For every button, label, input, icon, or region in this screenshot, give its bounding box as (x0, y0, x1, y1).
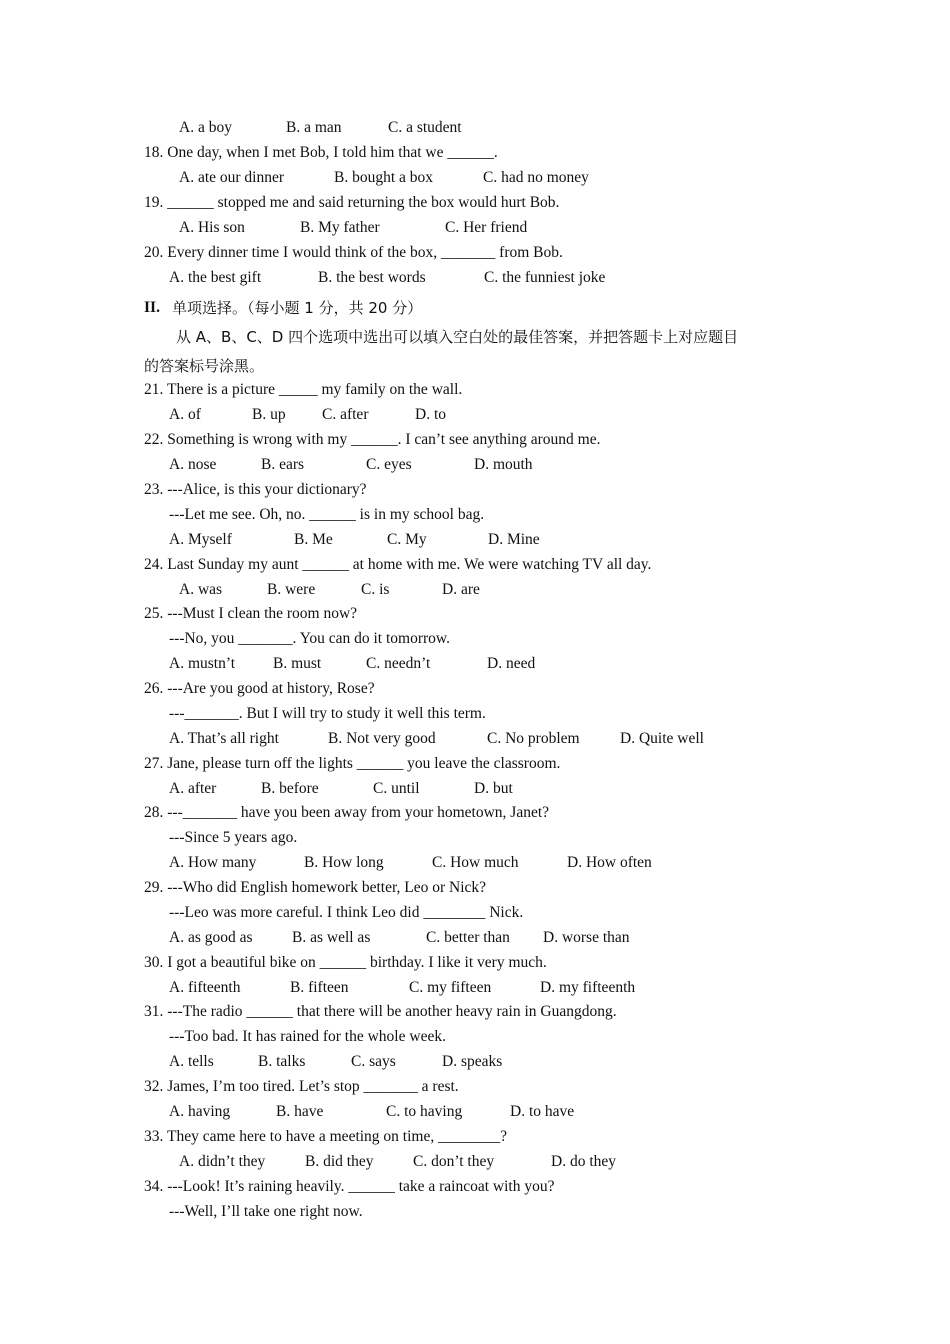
q26-option-d: D. Quite well (620, 730, 704, 747)
q17-option-a: A. a boy (179, 119, 232, 136)
q28-option-c: C. How much (432, 854, 519, 871)
q25-stem: 25. ---Must I clean the room now? (144, 605, 358, 622)
section-instruction-line2: 的答案标号涂黑。 (144, 357, 265, 375)
q19-option-c: C. Her friend (445, 219, 528, 236)
q27-stem: 27. Jane, please turn off the lights ______ you leave the classroom. (144, 755, 561, 772)
q26-option-a: A. That’s all right (169, 730, 279, 747)
q17-option-c: C. a student (388, 119, 462, 136)
q32-stem: 32. James, I’m too tired. Let’s stop _______ a rest. (144, 1078, 459, 1095)
q18-stem: 18. One day, when I met Bob, I told him that we ______. (144, 144, 498, 161)
q23-option-d: D. Mine (488, 531, 540, 548)
q23-stem: 23. ---Alice, is this your dictionary? (144, 481, 367, 498)
q21-option-b: B. up (252, 406, 286, 423)
q31-stem: 31. ---The radio ______ that there will be another heavy rain in Guangdong. (144, 1003, 617, 1020)
q26-option-c: C. No problem (487, 730, 580, 747)
q22-option-b: B. ears (261, 456, 305, 473)
q23-option-a: A. Myself (169, 531, 232, 548)
q21-option-a: A. of (169, 406, 201, 423)
q33-stem: 33. They came here to have a meeting on time, ________? (144, 1128, 507, 1145)
q22-option-c: C. eyes (366, 456, 412, 473)
section-number: II. (144, 299, 160, 316)
q27-option-b: B. before (261, 780, 319, 797)
q30-option-a: A. fifteenth (169, 979, 241, 996)
q19-option-a: A. His son (179, 219, 245, 236)
q29-response: ---Leo was more careful. I think Leo did ________ Nick. (169, 904, 524, 921)
q20-option-c: C. the funniest joke (484, 269, 606, 286)
q30-stem: 30. I got a beautiful bike on ______ birthday. I like it very much. (144, 954, 547, 971)
q33-option-b: B. did they (305, 1153, 374, 1170)
section-heading: 单项选择。（每小题 1 分，共 20 分） (172, 299, 423, 317)
q25-response: ---No, you _______. You can do it tomorrow. (169, 630, 450, 647)
q31-option-d: D. speaks (442, 1053, 503, 1070)
q29-option-a: A. as good as (169, 929, 253, 946)
q34-response: ---Well, I’ll take one right now. (169, 1203, 363, 1220)
q22-option-a: A. nose (169, 456, 217, 473)
q28-option-d: D. How often (567, 854, 652, 871)
q32-option-b: B. have (276, 1103, 324, 1120)
q24-option-c: C. is (361, 581, 390, 598)
q34-stem: 34. ---Look! It’s raining heavily. ______ take a raincoat with you? (144, 1178, 555, 1195)
q19-stem: 19. ______ stopped me and said returning the box would hurt Bob. (144, 194, 560, 211)
q28-stem: 28. ---_______ have you been away from your hometown, Janet? (144, 804, 550, 821)
q23-option-c: C. My (387, 531, 427, 548)
q24-option-a: A. was (179, 581, 223, 598)
q18-option-b: B. bought a box (334, 169, 434, 186)
q25-option-d: D. need (487, 655, 536, 672)
q31-option-a: A. tells (169, 1053, 214, 1070)
q23-option-b: B. Me (294, 531, 333, 548)
q31-option-c: C. says (351, 1053, 396, 1070)
q28-response: ---Since 5 years ago. (169, 829, 298, 846)
q24-option-d: D. are (442, 581, 480, 598)
q29-option-b: B. as well as (292, 929, 371, 946)
q29-option-d: D. worse than (543, 929, 630, 946)
q26-response: ---_______. But I will try to study it well this term. (169, 705, 486, 722)
q29-stem: 29. ---Who did English homework better, Leo or Nick? (144, 879, 487, 896)
q20-stem: 20. Every dinner time I would think of the box, _______ from Bob. (144, 244, 563, 261)
q27-option-c: C. until (373, 780, 420, 797)
q25-option-c: C. needn’t (366, 655, 431, 672)
q17-option-b: B. a man (286, 119, 342, 136)
q33-option-c: C. don’t they (413, 1153, 495, 1170)
q20-option-b: B. the best words (318, 269, 426, 286)
q33-option-d: D. do they (551, 1153, 617, 1170)
q28-option-a: A. How many (169, 854, 257, 871)
q19-option-b: B. My father (300, 219, 380, 236)
q28-option-b: B. How long (304, 854, 384, 871)
q21-option-c: C. after (322, 406, 369, 423)
q20-option-a: A. the best gift (169, 269, 262, 286)
q18-option-a: A. ate our dinner (179, 169, 285, 186)
q32-option-a: A. having (169, 1103, 231, 1120)
q24-stem: 24. Last Sunday my aunt ______ at home with me. We were watching TV all day. (144, 556, 652, 573)
q18-option-c: C. had no money (483, 169, 589, 186)
q21-option-d: D. to (415, 406, 446, 423)
q30-option-c: C. my fifteen (409, 979, 492, 996)
q25-option-b: B. must (273, 655, 322, 672)
q31-option-b: B. talks (258, 1053, 306, 1070)
q25-option-a: A. mustn’t (169, 655, 236, 672)
q21-stem: 21. There is a picture _____ my family on the wall. (144, 381, 463, 398)
q23-response: ---Let me see. Oh, no. ______ is in my school bag. (169, 506, 485, 523)
q26-option-b: B. Not very good (328, 730, 436, 747)
q32-option-c: C. to having (386, 1103, 463, 1120)
q27-option-d: D. but (474, 780, 513, 797)
q22-stem: 22. Something is wrong with my ______. I can’t see anything around me. (144, 431, 601, 448)
q31-response: ---Too bad. It has rained for the whole week. (169, 1028, 446, 1045)
q24-option-b: B. were (267, 581, 316, 598)
q32-option-d: D. to have (510, 1103, 575, 1120)
section-instruction-line1: 从 A、B、C、D 四个选项中选出可以填入空白处的最佳答案，并把答题卡上对应题目 (176, 328, 739, 346)
q26-stem: 26. ---Are you good at history, Rose? (144, 680, 375, 697)
q30-option-d: D. my fifteenth (540, 979, 636, 996)
q22-option-d: D. mouth (474, 456, 533, 473)
q33-option-a: A. didn’t they (179, 1153, 266, 1170)
q29-option-c: C. better than (426, 929, 510, 946)
q30-option-b: B. fifteen (290, 979, 349, 996)
q27-option-a: A. after (169, 780, 217, 797)
